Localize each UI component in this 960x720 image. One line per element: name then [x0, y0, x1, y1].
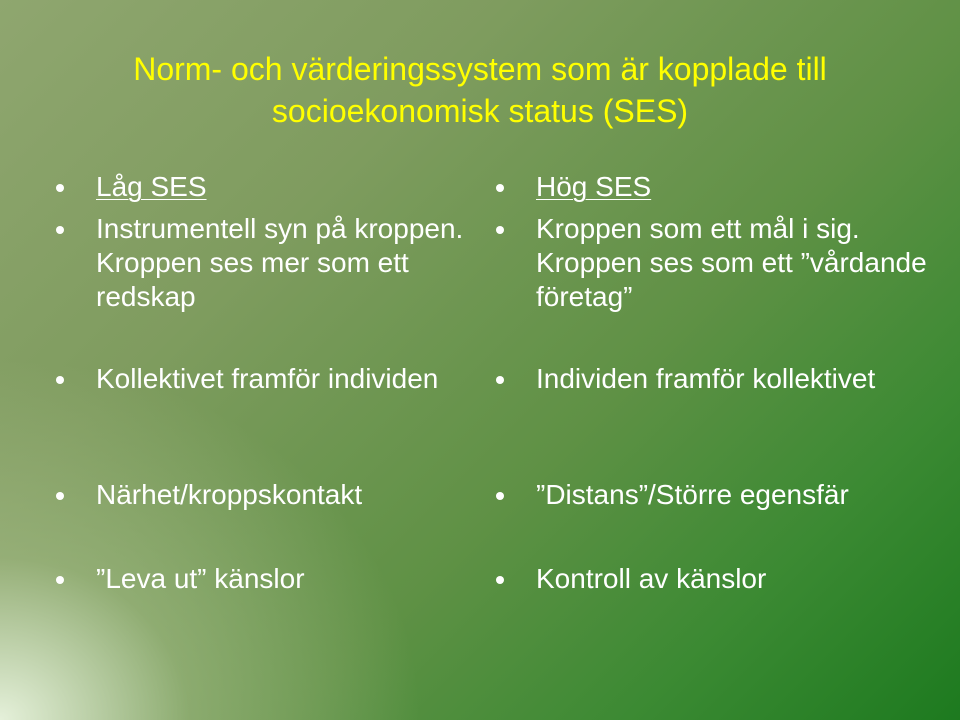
list-item — [56, 362, 476, 396]
item-text: ”Distans”/Större egensfär — [536, 479, 849, 510]
bullet-icon — [496, 376, 504, 384]
bullet-icon — [496, 184, 504, 192]
list-item — [496, 478, 936, 512]
list-item — [496, 562, 936, 596]
column-heading-low-ses: Låg SES — [96, 171, 207, 202]
bullet-icon — [496, 576, 504, 584]
item-text: Närhet/kroppskontakt — [96, 479, 363, 510]
list-item — [56, 212, 476, 314]
title-line-1: Norm- och värderingssystem som är kopplade till — [133, 51, 827, 87]
item-text: Instrumentell syn på kroppen. Kroppen ses mer som ett redskap — [96, 213, 472, 312]
slide-title — [60, 48, 900, 132]
bullet-icon — [56, 184, 64, 192]
item-text: Kollektivet framför individen — [96, 363, 439, 394]
list-item — [56, 562, 476, 596]
list-item — [56, 478, 476, 512]
bullet-icon — [496, 226, 504, 234]
list-item — [496, 212, 936, 314]
bullet-icon — [56, 492, 64, 500]
list-item — [56, 170, 476, 204]
bullet-icon — [56, 576, 64, 584]
bullet-icon — [496, 492, 504, 500]
item-text: ”Leva ut” känslor — [96, 563, 305, 594]
item-text: Individen framför kollektivet — [536, 363, 876, 394]
bullet-icon — [56, 376, 64, 384]
item-text: Kroppen som ett mål i sig. Kroppen ses som ett ”vårdande företag” — [536, 213, 935, 312]
bullet-icon — [56, 226, 64, 234]
column-heading-high-ses: Hög SES — [536, 171, 652, 202]
list-item — [496, 170, 936, 204]
title-line-2: socioekonomisk status (SES) — [271, 93, 689, 129]
item-text: Kontroll av känslor — [536, 563, 767, 594]
list-item — [496, 362, 936, 396]
